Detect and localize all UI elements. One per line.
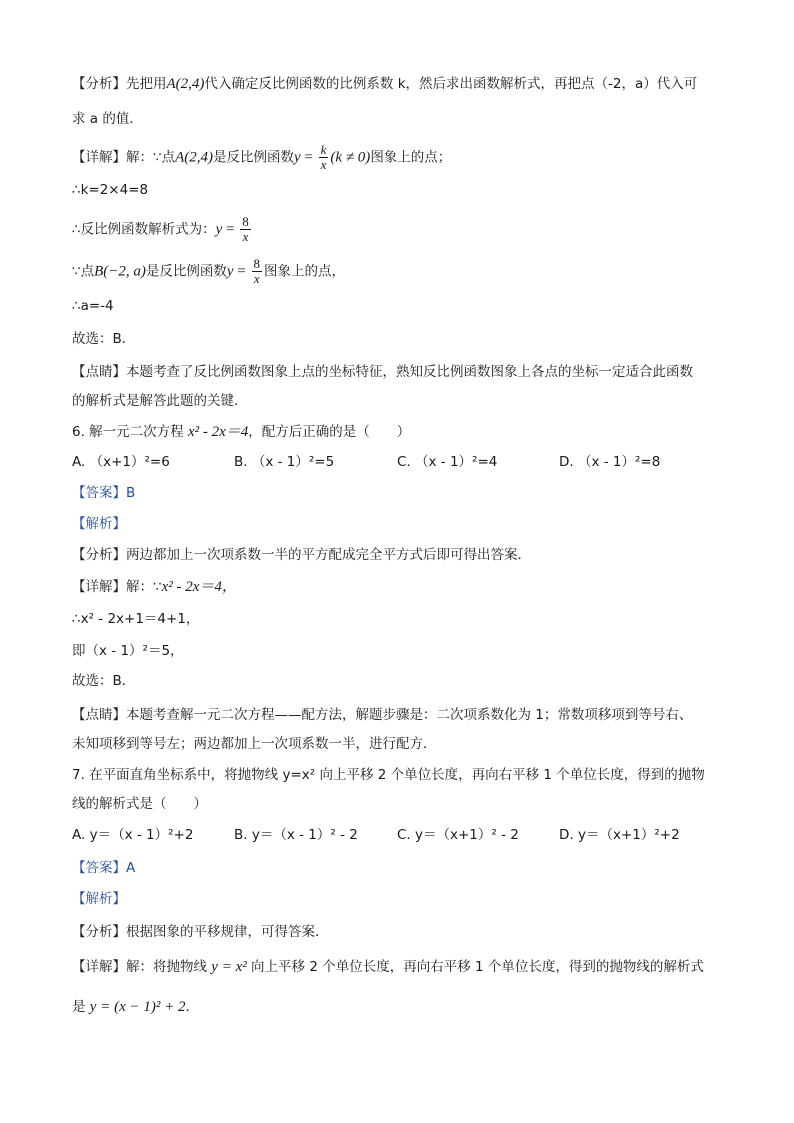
numerator: 8	[242, 214, 249, 229]
point-b: B(−2, a)	[94, 263, 146, 280]
text: 根据图象的平移规律，可得答案．	[126, 924, 329, 940]
step-line: ∴a=-4	[72, 298, 114, 314]
comment-tag: 【点睛】	[72, 707, 126, 723]
result-equation: y = (x − 1)² + 2	[89, 999, 186, 1015]
step-line	[72, 215, 253, 244]
analysis-line	[72, 922, 329, 942]
text: 先把用	[126, 76, 167, 92]
text: 向上平移 2 个单位长度，再向右平移 1 个单位长度，得到的抛物线的解析式	[246, 959, 704, 975]
text: 解：∵	[126, 579, 162, 595]
numerator: 8	[253, 256, 261, 271]
step-line	[72, 257, 345, 286]
question-7-stem-2: 线的解析式是（ ）	[72, 796, 207, 812]
analysis-tag: 【分析】	[72, 76, 126, 92]
denominator: x	[320, 157, 327, 172]
text: 是	[72, 999, 90, 1015]
equals: =	[233, 263, 250, 280]
text: 图象上的点；	[370, 149, 452, 166]
question-7-stem-1: 7. 在平面直角坐标系中，将抛物线 y=x² 向上平移 2 个单位长度，再向右平移 1 个单位长度，得到的抛物	[72, 767, 705, 783]
text: 解：将抛物线	[126, 959, 212, 975]
var-y: y	[215, 221, 223, 238]
equation: x² - 2x＝4	[187, 424, 249, 440]
denominator: x	[242, 229, 249, 244]
var-y: y	[226, 263, 234, 280]
text: ，配方后正确的是（ ）	[248, 424, 411, 440]
choose-line: 故选：B．	[72, 673, 136, 689]
option-a: A. y＝（x - 1）²+2	[72, 827, 194, 843]
text: 本题考查了反比例函数图象上点的坐标特征，熟知反比例函数图象上各点的坐标一定适合此函数	[126, 364, 693, 380]
fraction	[240, 215, 251, 244]
analysis-tag: 【分析】	[72, 547, 126, 563]
solution-line-2	[72, 997, 199, 1017]
text: 两边都加上一次项系数一半的平方配成完全平方式后即可得出答案．	[126, 547, 531, 563]
text: ∴反比例函数解析式为：	[72, 221, 216, 238]
analysis-line	[72, 545, 531, 565]
comment-line-2: 未知项移到等号左；两边都加上一次项系数一半，进行配方．	[72, 736, 437, 752]
choose-line: 故选：B．	[72, 331, 136, 347]
solution-line	[72, 577, 237, 597]
step-line: ∴x² - 2x+1＝4+1，	[72, 611, 200, 627]
solution-line-1	[72, 143, 451, 172]
option-b: B. y＝（x - 1）² - 2	[234, 827, 358, 843]
equation: y = x²	[211, 959, 247, 975]
option-c: C. y＝（x+1）² - 2	[397, 827, 519, 843]
option-a: A. （x+1）²=6	[72, 454, 170, 470]
text: 是反比例函数	[213, 149, 294, 166]
solution-tag: 【详解】	[72, 579, 126, 595]
answer-label: 【答案】B	[72, 485, 136, 501]
equals: =	[222, 221, 239, 238]
text: ．	[185, 999, 199, 1015]
answer-label: 【答案】A	[72, 860, 136, 876]
numerator: k	[320, 142, 327, 157]
question-6-stem	[72, 422, 410, 442]
text: 6. 解一元二次方程	[72, 424, 188, 440]
solution-line-1	[72, 957, 704, 977]
option-d: D. （x - 1）²=8	[559, 454, 661, 470]
solution-tag: 【详解】	[72, 959, 126, 975]
document-page	[72, 0, 722, 1123]
comment-line-1	[72, 362, 693, 382]
text: ∵点	[72, 263, 95, 280]
point-a: A(2,4)	[166, 76, 205, 92]
text: 是反比例函数	[145, 263, 227, 280]
option-b: B. （x - 1）²=5	[234, 454, 335, 470]
solution-tag: 【详解】	[72, 149, 126, 166]
analysis-tag: 【分析】	[72, 924, 126, 940]
option-c: C. （x - 1）²=4	[397, 454, 498, 470]
analysis-line-2	[72, 109, 143, 129]
condition: (k ≠ 0)	[330, 149, 371, 166]
explanation-label: 【解析】	[72, 516, 126, 532]
text: 求 a 的值．	[72, 111, 143, 127]
comment-tag: 【点睛】	[72, 364, 126, 380]
point-a: A(2,4)	[175, 149, 213, 166]
comment-line-2: 的解析式是解答此题的关键．	[72, 393, 248, 409]
var-y: y	[294, 149, 301, 166]
equation: x² - 2x＝4，	[161, 579, 237, 595]
text: 解：∵点	[126, 149, 176, 166]
fraction	[319, 143, 329, 172]
equals: =	[300, 149, 317, 166]
text: 图象上的点，	[264, 263, 346, 280]
fraction	[252, 257, 263, 286]
comment-line-1	[72, 705, 692, 725]
step-line: ∴k=2×4=8	[72, 182, 149, 198]
denominator: x	[253, 271, 260, 286]
text: 代入确定反比例函数的比例系数 k，然后求出函数解析式，再把点（-2，a）代入可	[204, 76, 698, 92]
explanation-label: 【解析】	[72, 891, 126, 907]
step-line: 即（x - 1）²＝5，	[72, 643, 184, 659]
text: 本题考查解一元二次方程——配方法，解题步骤是：二次项系数化为 1；常数项移项到等号右、	[126, 707, 693, 723]
analysis-line-1	[72, 74, 697, 94]
option-d: D. y＝（x+1）²+2	[559, 827, 680, 843]
